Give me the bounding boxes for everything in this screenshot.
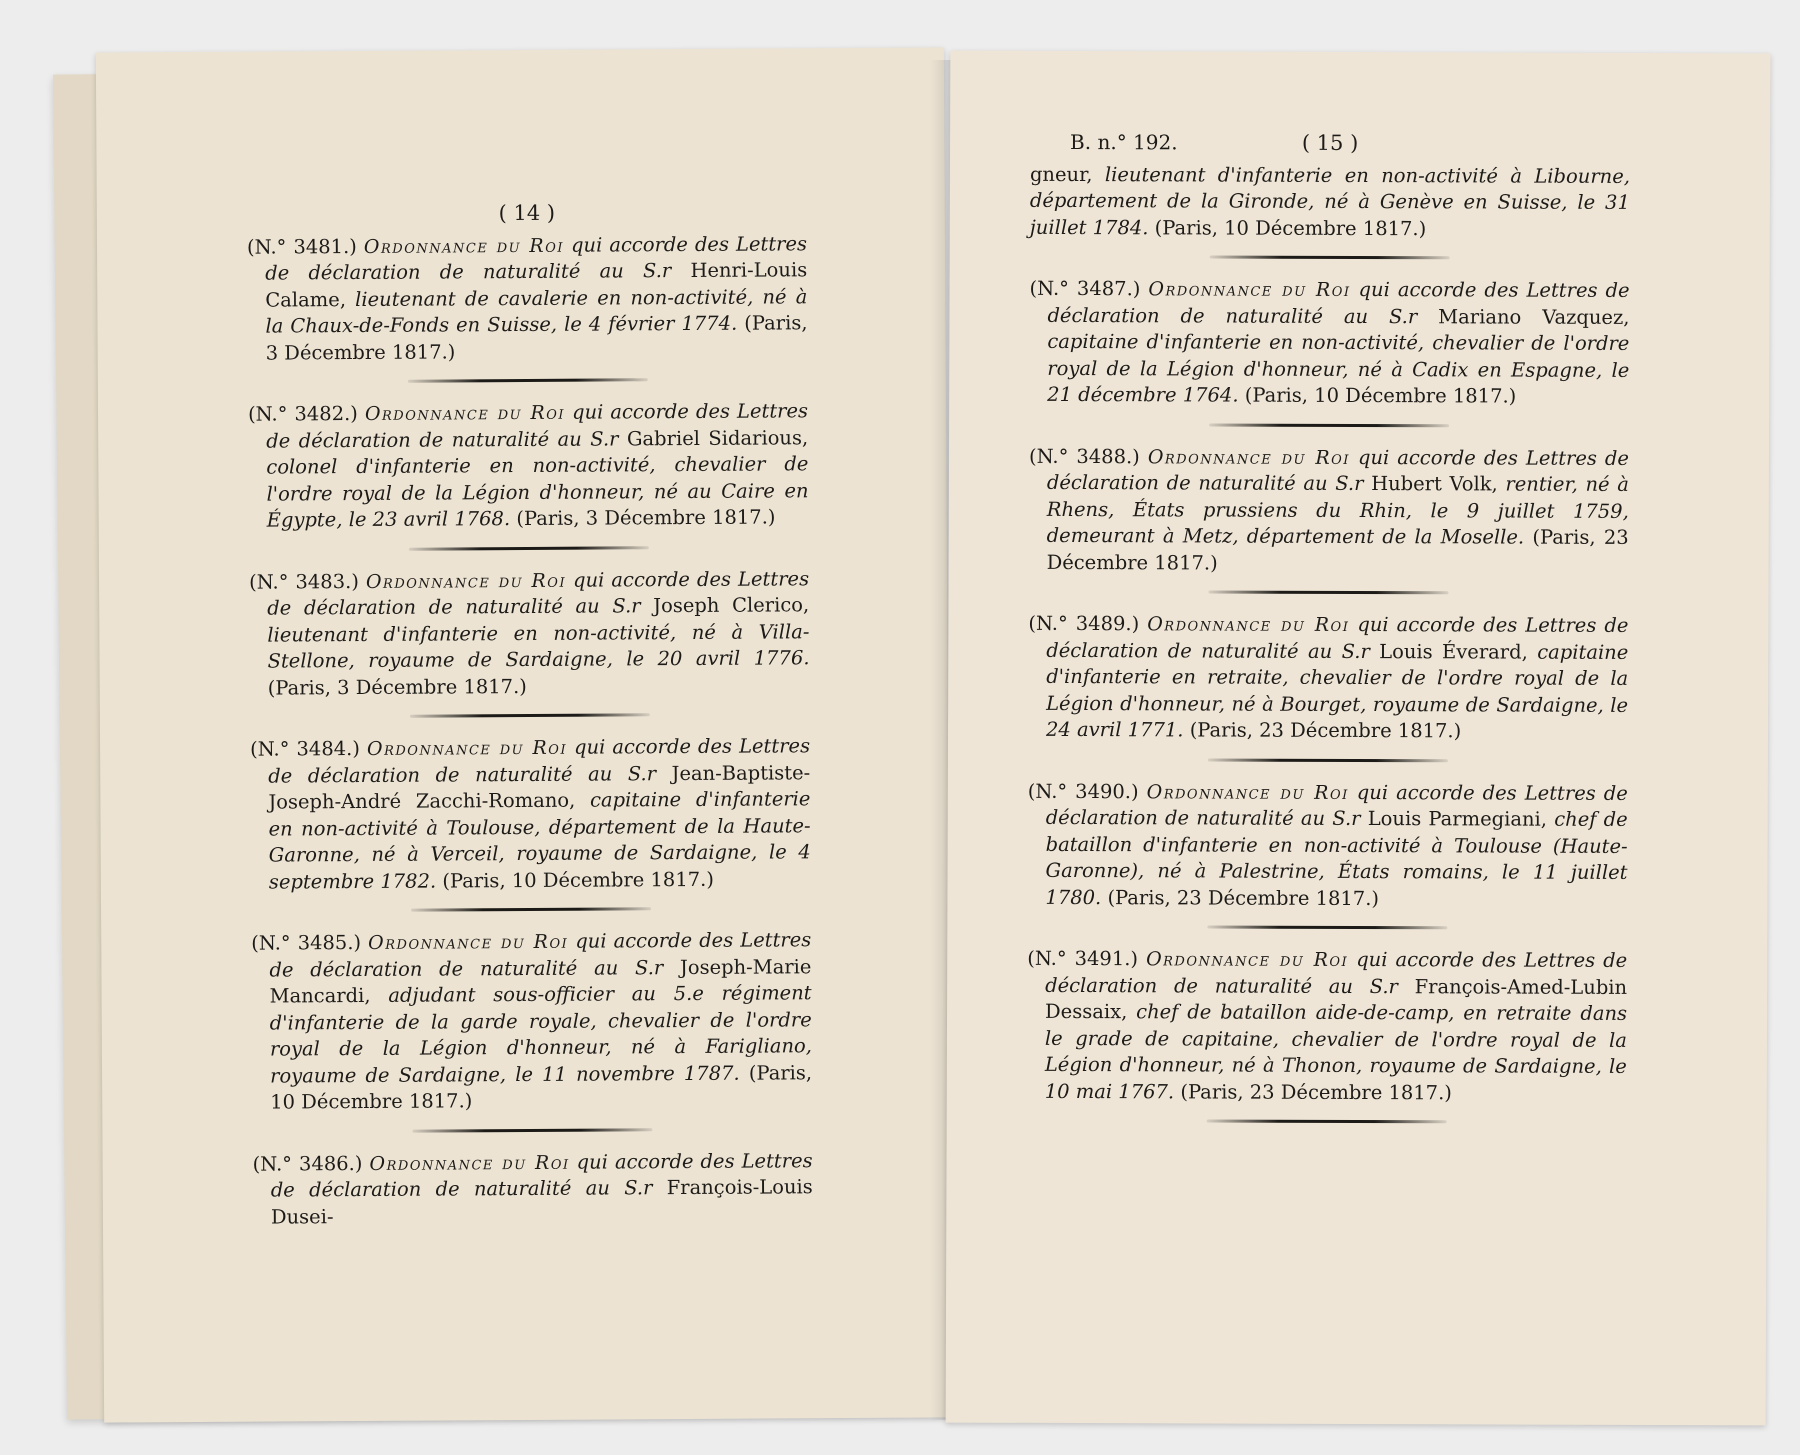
person-name: Louis Parmegiani, [1367,807,1548,831]
entry-details: capitaine d'infanterie en non-activité à Toulouse, département de la Haute-Garonne, né à Verceil, royaume de Sardaigne, le 4 septembre 1782. [268,787,811,894]
page-number: ( 15 ) [1301,130,1359,155]
entry-details: colonel d'infanterie en non-activité, chevalier de l'ordre royal de la Légion d'honneur, né au Caire en Égypte, le 23 avril 1768. [266,452,809,532]
right-page [946,51,1771,1426]
entry-date: (Paris, 3 Décembre 1817.) [516,505,776,531]
ordonnance-title: Ordonnance du Roi [365,569,567,593]
entry-date: (Paris, 10 Décembre 1817.) [1154,215,1427,240]
ordonnance-title: Ordonnance du Roi [368,930,569,954]
entry-date: (Paris, 10 Décembre 1817.) [270,1060,813,1114]
bulletin-number: B. n.° 192. [1070,129,1178,155]
entry-text: qui accorde des Lettres de déclaration de naturalité au S.r [1046,445,1630,496]
entry [250,733,811,895]
entry [1028,611,1628,746]
divider-rule [1209,590,1449,594]
ordonnance-title: Ordonnance du Roi [1146,780,1349,804]
ordonnance-title: Ordonnance du Roi [364,401,566,425]
entry-number: (N.° 3489.) [1028,611,1140,636]
person-name: Louis Éverard, [1379,639,1528,664]
divider-rule [1207,925,1447,929]
entry-details: lieutenant d'infanterie en non-activité à Libourne, département de la Gironde, né à Genève en Suisse, le 31 juillet 1784. [1029,162,1631,239]
entry-number: (N.° 3484.) [250,737,360,761]
left-column [247,198,813,1230]
entry-details: rentier, né à Rhens, États prussiens du Rhin, le 9 juillet 1759, demeurant à Metz, département de la Moselle. [1046,472,1629,549]
entry-number: (N.° 3485.) [251,930,362,955]
person-name: François-Louis Dusei- [270,1175,813,1229]
ordonnance-title: Ordonnance du Roi [1147,613,1350,636]
person-name: François-Amed-Lubin Dessaix, [1045,974,1628,1024]
person-name: Gabriel Sidarious, [626,425,809,450]
entry-details: lieutenant d'infanterie en non-activité, né à Villa-Stellone, royaume de Sardaigne, le 20 avril 1776. [267,619,810,673]
ordonnance-title: Ordonnance du Roi [1146,948,1349,971]
person-name: Joseph Clerico, [653,593,810,618]
person-name: Hubert Volk, [1371,472,1498,496]
entry-text: qui accorde des Lettres de déclaration de naturalité au S.r [269,928,812,982]
entry-continuation [1030,161,1630,243]
entry-details: chef de bataillon aide-de-camp, en retraite dans le grade de capitaine, chevalier de l'ordre royal de la Légion d'honneur, né à Thonon, royaume de Sardaigne, le 10 mai 1767. [1044,1000,1628,1103]
divider-rule [1210,255,1450,259]
entry-date: (Paris, 10 Décembre 1817.) [1244,383,1517,408]
entry [253,1148,813,1231]
right-page-header [1030,129,1630,158]
entry-date: (Paris, 23 Décembre 1817.) [1189,718,1462,743]
divider-rule [1209,423,1449,427]
entry-text: qui accorde des Lettres de déclaration de naturalité au S.r [266,399,809,453]
entry-text: qui accorde des Lettres de déclaration de naturalité au S.r [1045,947,1628,998]
entry [249,566,810,702]
entry-details: lieutenant de cavalerie en non-activité, né à la Chaux-de-Fonds en Suisse, le 4 février 1774. [265,284,808,338]
person-name: Mariano Vazquez, [1438,304,1630,329]
entry-number: (N.° 3486.) [252,1151,363,1176]
entry [1029,276,1629,411]
person-name: gneur, [1029,162,1093,186]
entry-number: (N.° 3487.) [1029,276,1141,301]
person-name: Jean-Baptiste-Joseph-André Zacchi-Romano, [268,760,811,814]
left-page-header [247,198,807,228]
left-page [96,47,952,1422]
entry-details: adjudant sous-officier au 5.e régiment d'infanterie de la garde royale, chevalier de l'ordre royal de la Légion d'honneur, né à Farigliano, royaume de Sardaigne, le 11 novembre 1787. [269,981,812,1088]
entry-number: (N.° 3490.) [1027,779,1139,803]
ordonnance-title: Ordonnance du Roi [1148,278,1351,301]
entry-details: capitaine d'infanterie en non-activité, chevalier de l'ordre royal de la Légion d'honneur, né à Cadix en Espagne, le 21 décembre 1764. [1047,329,1630,407]
divider-rule [1207,1119,1447,1123]
page-number: ( 14 ) [498,200,556,226]
entry-text: qui accorde des Lettres de déclaration de naturalité au S.r [267,566,810,620]
entry-date: (Paris, 3 Décembre 1817.) [265,311,808,365]
entry [1027,946,1628,1107]
divider-rule [412,1128,652,1132]
entry [1027,778,1627,913]
entry-text: qui accorde des Lettres de déclaration de naturalité au S.r [270,1148,813,1202]
right-column [1027,129,1631,1142]
divider-rule [408,378,648,382]
entry [251,927,812,1116]
entry-text: qui accorde des Lettres de déclaration de naturalité au S.r [1045,780,1628,831]
entry [1029,443,1629,578]
entry-text: qui accorde des Lettres de déclaration de naturalité au S.r [1047,277,1630,328]
entry-text: qui accorde des Lettres de déclaration de naturalité au S.r [265,231,808,285]
entry-date: (Paris, 10 Décembre 1817.) [442,867,714,893]
entry-number: (N.° 3491.) [1027,946,1139,971]
entry-date: (Paris, 23 Décembre 1817.) [1107,885,1380,910]
entry-details: capitaine d'infanterie en retraite, chevalier de l'ordre royal de la Légion d'honneur, né à Bourget, royaume de Sardaigne, le 24 avril 1771. [1045,640,1629,742]
person-name: Joseph-Marie Mancardi, [269,954,812,1008]
divider-rule [409,546,649,550]
ordonnance-title: Ordonnance du Roi [369,1151,570,1175]
entry-number: (N.° 3482.) [247,402,358,426]
ordonnance-title: Ordonnance du Roi [363,234,565,258]
entry-number: (N.° 3483.) [248,569,359,594]
entry-number: (N.° 3488.) [1028,444,1140,468]
entry-date: (Paris, 23 Décembre 1817.) [1180,1079,1452,1104]
divider-rule [1208,758,1448,762]
divider-rule [411,907,651,911]
entry [248,398,809,534]
person-name: Henri-Louis Calame, [265,258,808,312]
entry-details: chef de bataillon d'infanterie en non-activité à Toulouse (Haute-Garonne), né à Palestrine, États romains, le 11 juillet 1780. [1045,807,1628,909]
entry-text: qui accorde des Lettres de déclaration de naturalité au S.r [268,734,811,788]
entry [247,231,808,367]
ordonnance-title: Ordonnance du Roi [366,736,568,760]
entry-date: (Paris, 3 Décembre 1817.) [267,674,527,700]
entry-number: (N.° 3481.) [246,234,357,259]
ordonnance-title: Ordonnance du Roi [1147,445,1350,469]
divider-rule [410,713,650,717]
entry-text: qui accorde des Lettres de déclaration de naturalité au S.r [1046,612,1629,663]
entry-date: (Paris, 23 Décembre 1817.) [1046,525,1629,575]
